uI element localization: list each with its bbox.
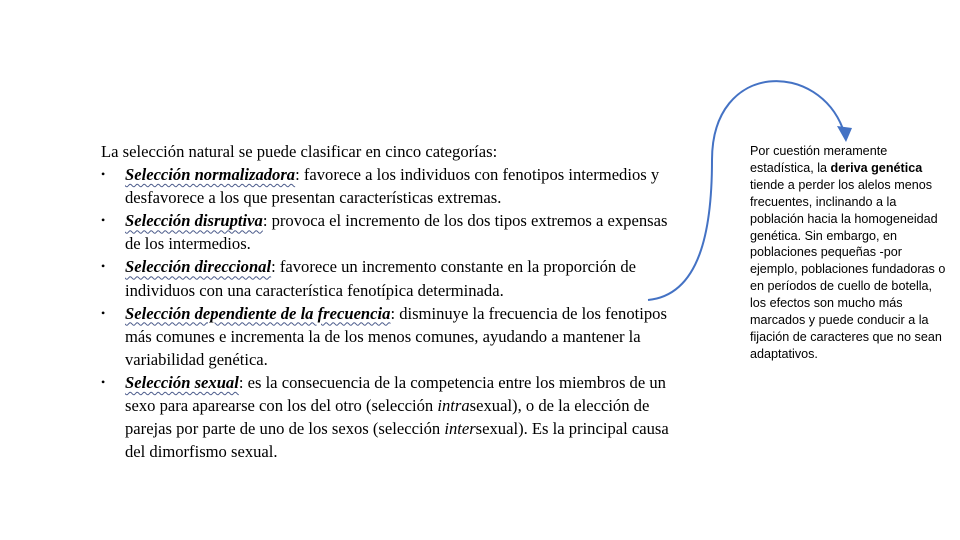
term-sexual-selection: Selección sexual [125, 372, 239, 392]
item-description: : es la consecuencia de la competencia entre los miembros de un sexo para aparearse con los del otro (selección [125, 372, 666, 416]
side-note [750, 143, 950, 363]
term-disruptive-selection: Selección disruptiva [125, 211, 263, 231]
item-description-continued: sexual), o de la elección de parejas por parte de uno de los sexos (selección [125, 396, 650, 439]
intro-text: La selección natural se puede clasificar en cinco categorías: [101, 142, 498, 161]
item-description: : favorece a los individuos con fenotipos intermedios y desfavorece a los que presentan características extremas. [125, 165, 660, 208]
inter-prefix: inter [444, 419, 476, 439]
item-description: : provoca el incremento de los dos tipos extremos a expensas de los intermedios. [125, 211, 668, 254]
term-normalizing-selection: Selección normalizadora [125, 165, 296, 185]
term-frequency-dependent-selection: Selección dependiente de la frecuencia [125, 303, 391, 323]
side-note-text-continued: tiende a perder los alelos menos frecuentes, inclinando a la población hacia la homogeneidad genética. Sin embargo, en poblaciones pequeñas -por ejemplo, poblaciones fundadoras o en períodos de cuello de botella, los efectos son mucho más marcados y puede conducir a la fijación de caracteres que no sean adaptativos. [750, 177, 946, 361]
bullet-icon: • [101, 374, 106, 389]
side-note-highlight: deriva genética [830, 160, 923, 175]
side-note-text: Por cuestión meramente estadística, la [750, 144, 888, 175]
item-description: : favorece un incremento constante en la proporción de individuos con una característica fenotípica determinada. [125, 257, 637, 300]
bullet-icon: • [101, 259, 106, 274]
term-directional-selection: Selección direccional [125, 257, 272, 277]
bullet-icon: • [101, 213, 106, 228]
intra-prefix: intra [437, 396, 470, 416]
bullet-icon: • [101, 305, 106, 320]
arrowhead-icon [837, 126, 852, 142]
item-description: : disminuye la frecuencia de los fenotipos más comunes e incrementa la de los menos comunes, ayudando a mantener la variabilidad genética. [125, 303, 667, 369]
item-description-end: sexual). Es la principal causa del dimorfismo sexual. [125, 419, 669, 462]
bullet-icon: • [101, 167, 106, 182]
